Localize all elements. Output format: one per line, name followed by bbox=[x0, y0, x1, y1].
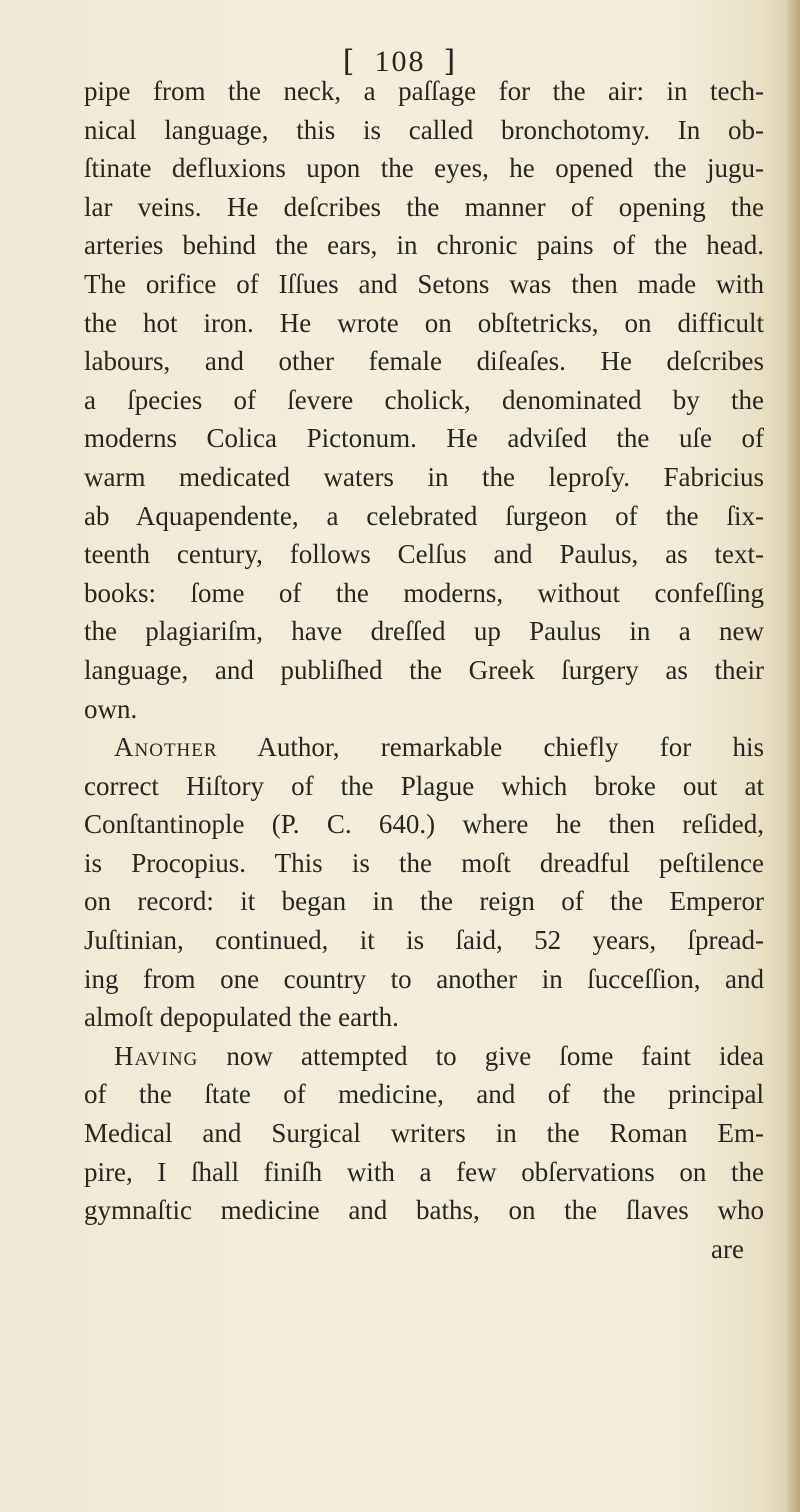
catchword: are bbox=[711, 1233, 744, 1264]
text-line: of the ſtate of medicine, and of the principal bbox=[84, 1079, 764, 1110]
text-line: warm medicated waters in the leproſy. Fabricius bbox=[84, 461, 764, 492]
text-line: teenth century, follows Celſus and Paulus, as text- bbox=[84, 539, 764, 570]
text-line: pire, I ſhall finiſh with a few obſervations on the bbox=[84, 1156, 764, 1187]
text-line: Conſtantinople (P. C. 640.) where he then reſided, bbox=[84, 809, 764, 840]
text-line: ing from one country to another in ſucceſſion, and bbox=[84, 963, 764, 994]
page-number: 108 bbox=[374, 45, 426, 78]
text-line: the hot iron. He wrote on obſtetricks, on difficult bbox=[84, 307, 764, 338]
page-edge-shadow bbox=[786, 0, 800, 1512]
text-line: a ſpecies of ſevere cholick, denominated by the bbox=[84, 384, 764, 415]
text-line: pipe from the neck, a paſſage for the air: in tech- bbox=[84, 76, 764, 106]
close-bracket: ] bbox=[443, 44, 458, 79]
text-line: the plagiariſm, have dreſſed up Paulus in a new bbox=[84, 616, 764, 647]
text-line: correct Hiſtory of the Plague which broke out at bbox=[84, 770, 764, 801]
text-line: on record: it began in the reign of the Emperor bbox=[84, 886, 764, 917]
text-line: moderns Colica Pictonum. He adviſed the uſe of bbox=[84, 423, 764, 454]
paragraph-2-lead: Another bbox=[114, 732, 218, 763]
text-line: books: ſome of the moderns, without confeſſing bbox=[84, 577, 764, 608]
paragraph-2-line-text: Author, remarkable chiefly for his bbox=[217, 732, 764, 763]
paragraph-3-lead: Having bbox=[114, 1040, 199, 1071]
text-line: is Procopius. This is the moſt dreadful peſtilence bbox=[84, 847, 764, 878]
paragraph-2-first-line bbox=[84, 728, 764, 767]
text-line: The orifice of Iſſues and Setons was then made with bbox=[84, 268, 764, 299]
text-line: nical language, this is called bronchotomy. In ob- bbox=[84, 114, 764, 145]
text-line: labours, and other female diſeaſes. He deſcribes bbox=[84, 346, 764, 377]
text-line: lar veins. He deſcribes the manner of opening the bbox=[84, 191, 764, 222]
text-line: almoſt depopulated the earth. bbox=[84, 1002, 399, 1033]
text-line: ſtinate defluxions upon the eyes, he opened the jugu- bbox=[84, 153, 764, 184]
text-line: Juſtinian, continued, it is ſaid, 52 years, ſpread- bbox=[84, 925, 764, 956]
text-line: gymnaſtic medicine and baths, on the ſlaves who bbox=[84, 1195, 764, 1226]
text-line: ab Aquapendente, a celebrated ſurgeon of the ſix- bbox=[84, 500, 764, 531]
paragraph-3-first-line bbox=[84, 1037, 764, 1076]
open-bracket: [ bbox=[342, 44, 357, 79]
body-text bbox=[84, 72, 764, 1268]
text-line: Medical and Surgical writers in the Roman Em- bbox=[84, 1118, 764, 1149]
text-line: own. bbox=[84, 693, 138, 724]
paragraph-3-line-text: now attempted to give ſome faint idea bbox=[198, 1040, 764, 1071]
text-line: arteries behind the ears, in chronic pains of the head. bbox=[84, 230, 764, 261]
text-line: language, and publiſhed the Greek ſurgery as their bbox=[84, 654, 764, 685]
